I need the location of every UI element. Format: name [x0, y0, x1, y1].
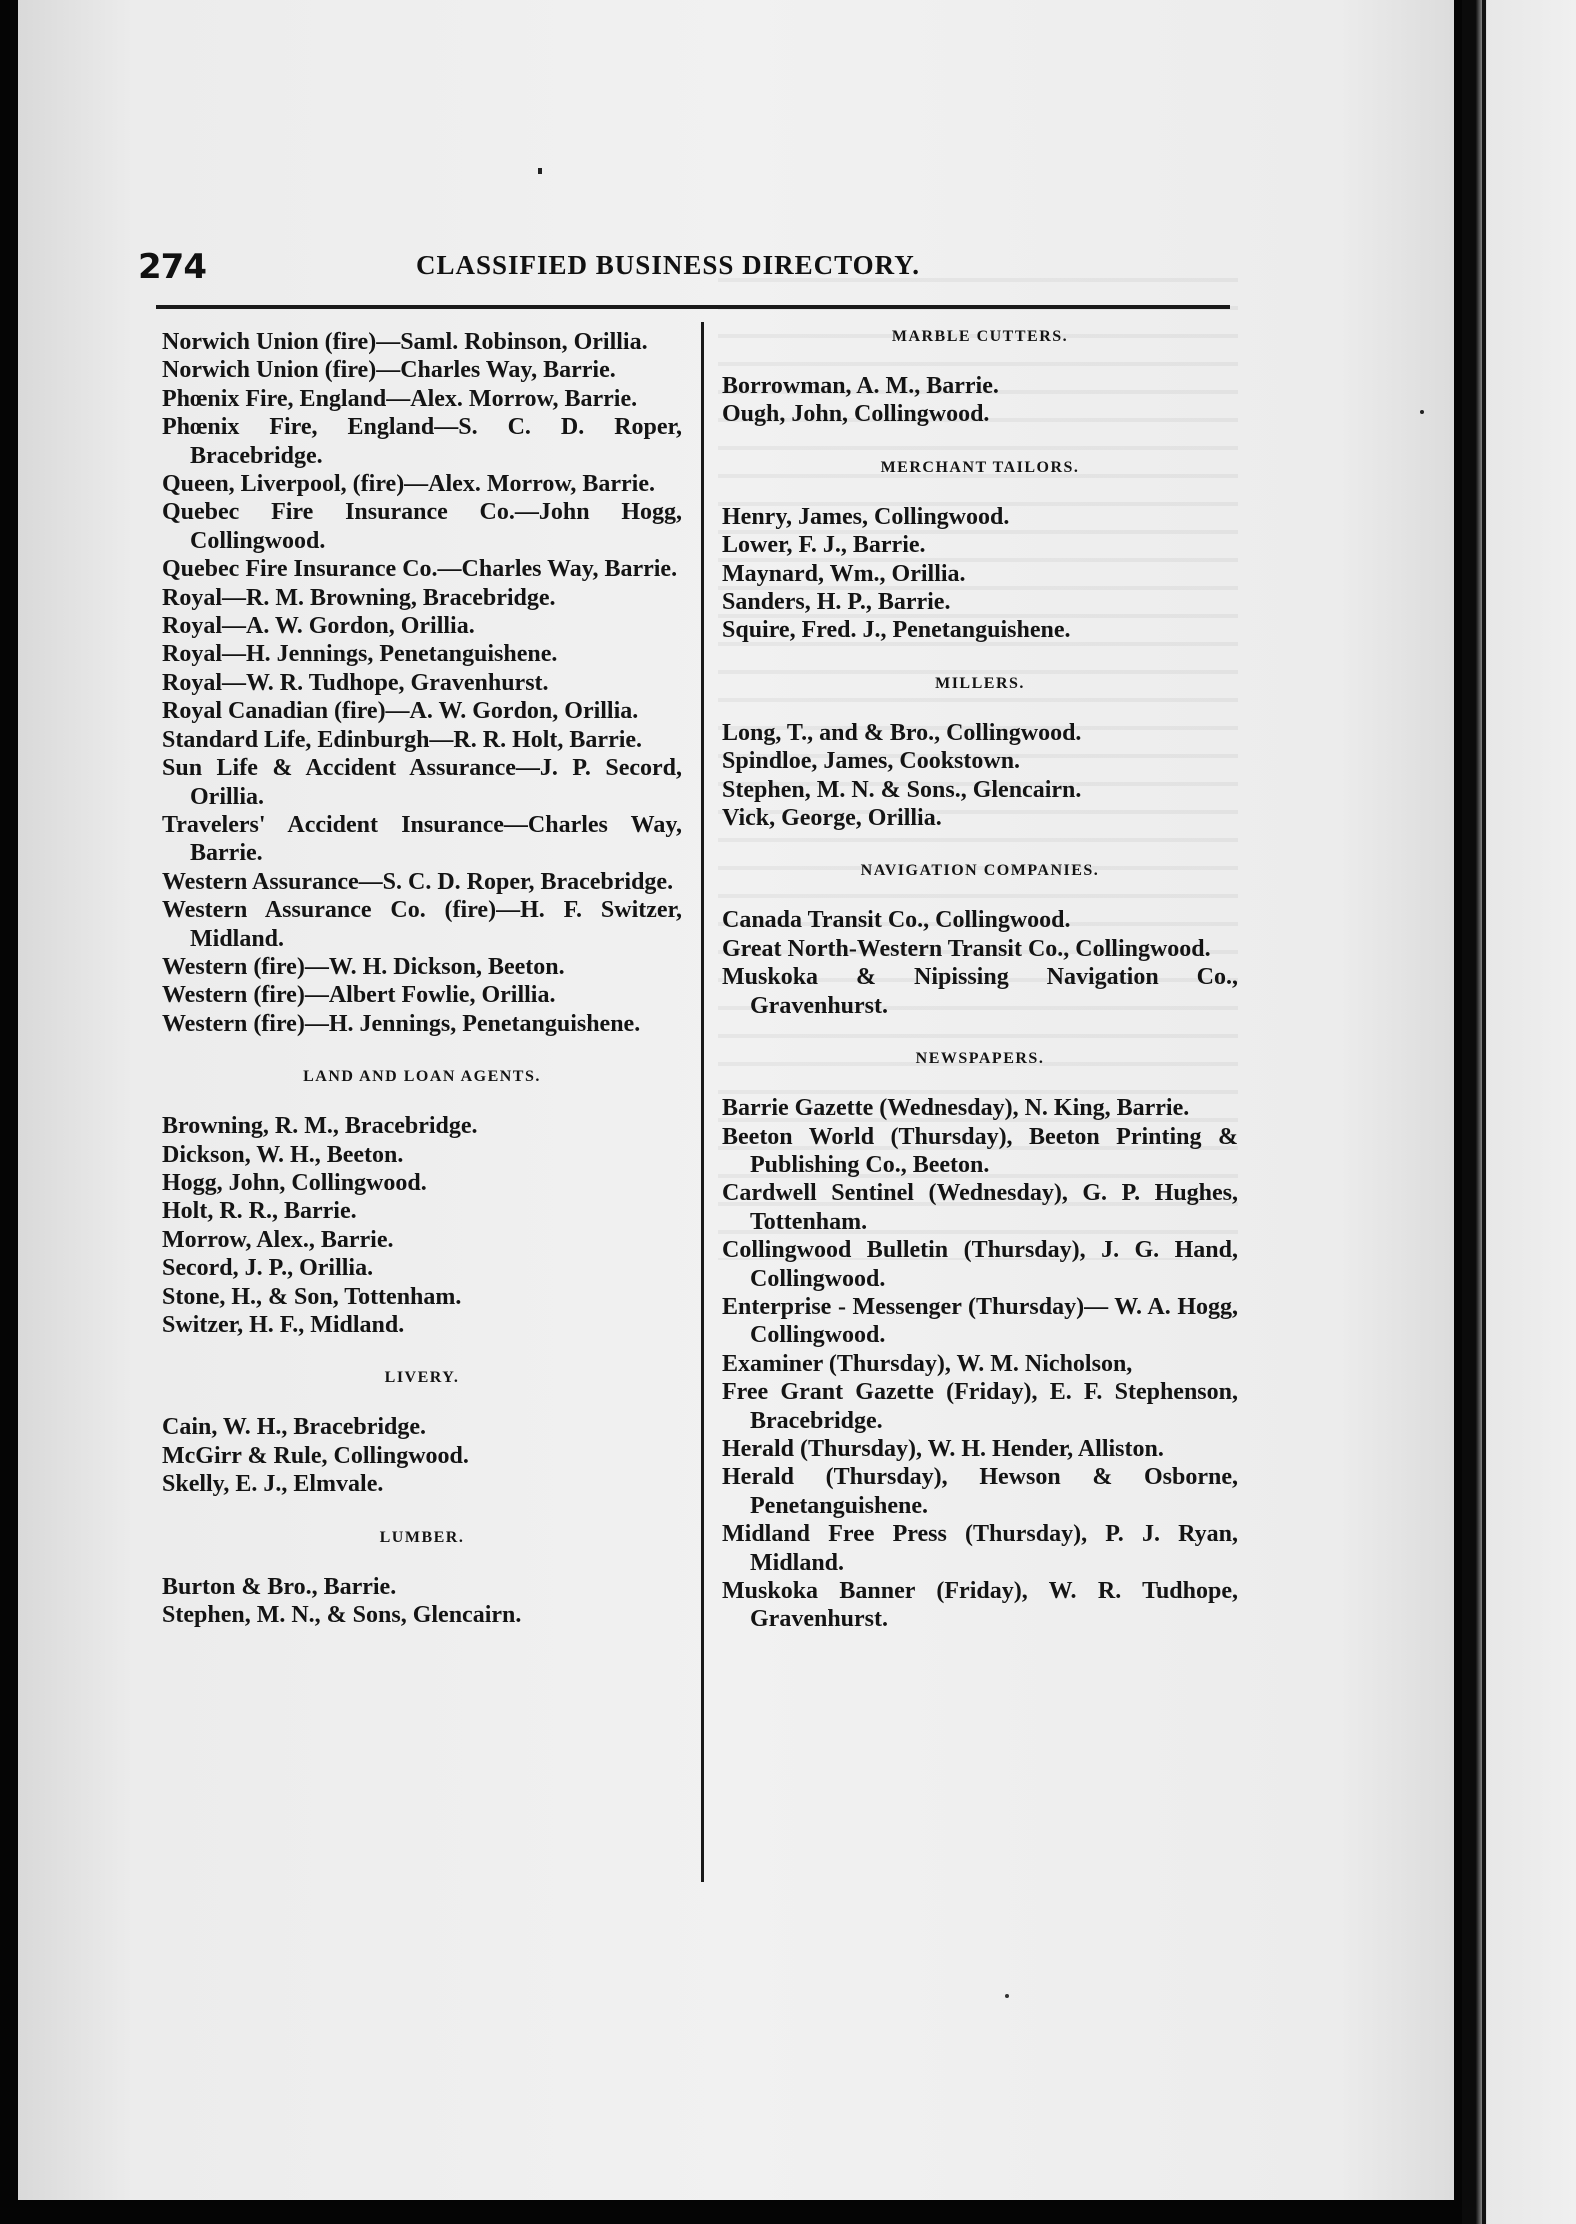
directory-entry: Switzer, H. F., Midland. [162, 1312, 405, 1338]
directory-entry: Vick, George, Orillia. [722, 805, 942, 832]
directory-entry: Hogg, John, Collingwood. [162, 1169, 427, 1196]
directory-entry: Stone, H., & Son, Tottenham. [162, 1283, 462, 1310]
directory-entry: Borrowman, A. M., Barrie. [722, 373, 999, 399]
directory-entry: Western (fire)—H. Jennings, Penetanguishene. [162, 1010, 641, 1037]
directory-entry: Lower, F. J., Barrie. [722, 532, 926, 559]
directory-entry: Western (fire)—Albert Fowlie, Orillia. [162, 982, 556, 1009]
directory-entry: Morrow, Alex., Barrie. [162, 1226, 394, 1253]
directory-entry: Canada Transit Co., Collingwood. [722, 907, 1071, 934]
directory-entry: Travelers' Accident Insurance—Charles Way, Barrie. [162, 811, 682, 867]
directory-entry: Muskoka & Nipissing Navigation Co., Gravenhurst. [722, 964, 1238, 1019]
directory-entry: Norwich Union (fire)—Charles Way, Barrie. [162, 357, 616, 384]
directory-entry: Cardwell Sentinel (Wednesday), G. P. Hughes, Tottenham. [722, 1180, 1238, 1235]
directory-entry: Spindloe, James, Cookstown. [722, 748, 1021, 775]
section-spacer [162, 1499, 682, 1529]
directory-entry: Stephen, M. N. & Sons., Glencairn. [722, 776, 1082, 803]
section-spacer [722, 1068, 1238, 1094]
section-heading: NEWSPAPERS. [915, 1050, 1045, 1068]
section-spacer [722, 346, 1238, 372]
section-spacer [722, 832, 1238, 862]
section-heading: LIVERY. [384, 1369, 460, 1387]
directory-entry: Henry, James, Collingwood. [722, 503, 1010, 530]
directory-entry: Barrie Gazette (Wednesday), N. King, Barrie. [722, 1095, 1190, 1122]
directory-entry: Enterprise - Messenger (Thursday)— W. A. Hogg, Collingwood. [722, 1293, 1238, 1349]
directory-entry: Quebec Fire Insurance Co.—Charles Way, Barrie. [162, 556, 678, 583]
directory-entry: Herald (Thursday), Hewson & Osborne, Penetanguishene. [722, 1464, 1238, 1519]
directory-entry: Muskoka Banner (Friday), W. R. Tudhope, Gravenhurst. [722, 1578, 1238, 1633]
directory-entry: Stephen, M. N., & Sons, Glencairn. [162, 1602, 522, 1629]
section-heading: MERCHANT TAILORS. [880, 458, 1080, 476]
directory-entry: Herald (Thursday), W. H. Hender, Alliston. [722, 1435, 1164, 1462]
section-spacer [722, 693, 1238, 719]
directory-entry: Norwich Union (fire)—Saml. Robinson, Orillia. [162, 329, 648, 355]
directory-entry: Great North-Western Transit Co., Collingwood. [722, 935, 1211, 962]
page-title: CLASSIFIED BUSINESS DIRECTORY. [416, 250, 920, 280]
left-column [162, 328, 682, 1629]
section-heading: MARBLE CUTTERS. [891, 328, 1069, 345]
directory-entry: Sun Life & Accident Assurance—J. P. Secord, Orillia. [162, 755, 682, 810]
directory-entry: McGirr & Rule, Collingwood. [162, 1442, 469, 1469]
directory-entry: Browning, R. M., Bracebridge. [162, 1113, 478, 1140]
directory-entry: Squire, Fred. J., Penetanguishene. [722, 617, 1071, 644]
section-spacer [162, 1086, 682, 1112]
directory-entry: Maynard, Wm., Orillia. [722, 560, 966, 587]
section-heading: LUMBER. [379, 1528, 465, 1546]
directory-entry: Quebec Fire Insurance Co.—John Hogg, Collingwood. [162, 499, 682, 554]
directory-entry: Royal—H. Jennings, Penetanguishene. [162, 641, 558, 668]
directory-entry: Dickson, W. H., Beeton. [162, 1141, 404, 1168]
directory-entry: Queen, Liverpool, (fire)—Alex. Morrow, Barrie. [162, 471, 655, 498]
section-heading: NAVIGATION COMPANIES. [860, 862, 1100, 880]
page-number: 274 [138, 247, 206, 287]
ink-speck [538, 168, 542, 174]
section-spacer [162, 1038, 682, 1068]
directory-entry: Ough, John, Collingwood. [722, 401, 990, 428]
section-spacer [162, 1547, 682, 1573]
right-column [722, 328, 1238, 1634]
section-spacer [722, 1020, 1238, 1050]
section-spacer [162, 1339, 682, 1369]
page-gutter-line [1482, 0, 1486, 2224]
ink-speck [1005, 1994, 1009, 1998]
header-rule [156, 305, 1230, 309]
directory-entry: Sanders, H. P., Barrie. [722, 589, 951, 616]
directory-entry: Examiner (Thursday), W. M. Nicholson, [722, 1350, 1133, 1377]
directory-entry: Royal—W. R. Tudhope, Gravenhurst. [162, 669, 549, 696]
section-spacer [722, 880, 1238, 906]
directory-entry: Midland Free Press (Thursday), P. J. Ryan, Midland. [722, 1521, 1238, 1576]
directory-entry: Secord, J. P., Orillia. [162, 1255, 374, 1282]
directory-entry: Western Assurance Co. (fire)—H. F. Switzer, Midland. [162, 897, 682, 952]
directory-entry: Phœnix Fire, England—Alex. Morrow, Barrie. [162, 385, 638, 412]
section-spacer [162, 1387, 682, 1413]
ink-speck [1420, 410, 1424, 414]
directory-entry: Western (fire)—W. H. Dickson, Beeton. [162, 953, 565, 980]
directory-entry: Royal Canadian (fire)—A. W. Gordon, Orillia. [162, 698, 639, 725]
directory-page [18, 0, 1454, 2200]
section-heading: MILLERS. [935, 674, 1025, 692]
directory-entry: Long, T., and & Bro., Collingwood. [722, 719, 1082, 746]
directory-entry: Free Grant Gazette (Friday), E. F. Stephenson, Bracebridge. [722, 1379, 1238, 1434]
section-heading: LAND AND LOAN AGENTS. [303, 1068, 541, 1086]
directory-entry: Royal—R. M. Browning, Bracebridge. [162, 584, 556, 611]
section-spacer [722, 429, 1238, 459]
section-spacer [722, 477, 1238, 503]
next-page-edge [1462, 0, 1576, 2224]
directory-entry: Western Assurance—S. C. D. Roper, Bracebridge. [162, 868, 674, 895]
directory-entry: Cain, W. H., Bracebridge. [162, 1414, 427, 1441]
directory-entry: Standard Life, Edinburgh—R. R. Holt, Barrie. [162, 726, 643, 753]
directory-entry: Phœnix Fire, England—S. C. D. Roper, Bracebridge. [162, 414, 682, 469]
directory-entry: Beeton World (Thursday), Beeton Printing & Publishing Co., Beeton. [722, 1123, 1238, 1178]
directory-entry: Collingwood Bulletin (Thursday), J. G. Hand, Collingwood. [722, 1237, 1238, 1292]
directory-entry: Holt, R. R., Barrie. [162, 1198, 357, 1225]
section-spacer [722, 645, 1238, 675]
directory-entry: Burton & Bro., Barrie. [162, 1573, 397, 1600]
column-divider [701, 322, 704, 1882]
directory-entry: Skelly, E. J., Elmvale. [162, 1471, 384, 1498]
directory-entry: Royal—A. W. Gordon, Orillia. [162, 613, 475, 640]
